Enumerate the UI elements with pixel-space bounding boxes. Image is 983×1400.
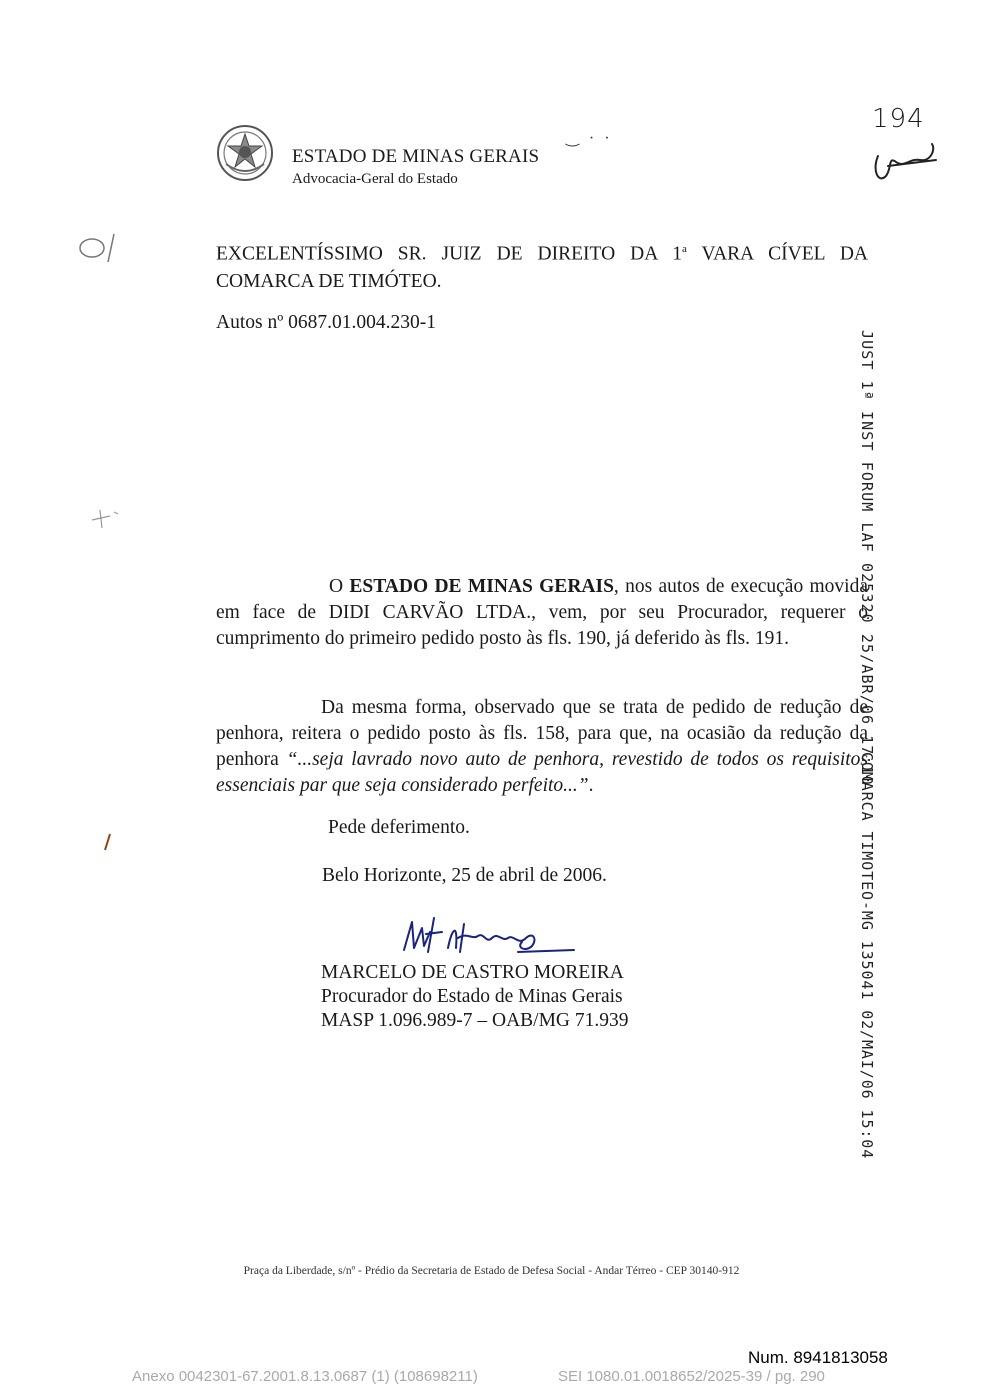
signatory-title: Procurador do Estado de Minas Gerais <box>321 986 623 1007</box>
header-agency: Advocacia-Geral do Estado <box>292 171 458 187</box>
sei-reference: SEI 1080.01.0018652/2025-39 / pg. 290 <box>558 1368 825 1385</box>
paragraph-penhora: Da mesma forma, observado que se trata de pedido de redução de penhora, reitera o pedido posto às fls. 158, para que, na ocasião da redução da penhora “...seja lavrado novo auto de penhora, revestido de todos os requisitos essenciais par que seja considerado perfeito...”. <box>216 697 868 796</box>
footer-address: Praça da Liberdade, s/nº - Prédio da Secretaria de Estado de Defesa Social - Andar Térreo - CEP 30140-912 <box>243 1265 740 1277</box>
margin-handwritten-mark <box>74 230 122 266</box>
signature <box>398 908 578 962</box>
margin-tick-mark <box>100 832 114 854</box>
document-number: Num. 8941813058 <box>748 1348 888 1367</box>
place-date: Belo Horizonte, 25 de abril de 2006. <box>322 865 607 886</box>
closing: Pede deferimento. <box>328 817 470 838</box>
protocol-stamp-forum: JUST 1ª INST FORUM LAF 025320 25/ABR/06 17:10 <box>858 330 876 786</box>
signatory-name: MARCELO DE CASTRO MOREIRA <box>321 962 624 983</box>
folio-number: 194 <box>872 104 925 134</box>
coat-of-arms-seal <box>216 124 274 182</box>
addressee: EXCELENTÍSSIMO SR. JUIZ DE DIREITO DA 1$^a$ VARA CÍVEL DA COMARCA DE TIMÓTEO. <box>216 243 868 292</box>
margin-pencil-mark <box>88 506 124 530</box>
annex-reference: Anexo 0042301-67.2001.8.13.0687 (1) (108698211) <box>132 1368 478 1385</box>
header-state-name: ESTADO DE MINAS GERAIS <box>292 146 540 167</box>
stray-marks: ‿ · · <box>566 130 613 147</box>
handwritten-rubric <box>866 110 946 190</box>
case-number: Autos nº 0687.01.004.230-1 <box>216 312 437 333</box>
paragraph-request: O ESTADO DE MINAS GERAIS, nos autos de execução movida em face de DIDI CARVÃO LTDA., vem, por seu Procurador, requerer o cumprimento do primeiro pedido posto às fls. 190, já deferido às fls. 191. <box>216 576 868 649</box>
signatory-registration: MASP 1.096.989-7 – OAB/MG 71.939 <box>321 1010 629 1031</box>
signatory-block <box>321 961 629 1033</box>
protocol-stamp-comarca: COMARCA TIMOTEO-MG 135041 02/MAI/06 15:04 <box>858 752 876 1160</box>
